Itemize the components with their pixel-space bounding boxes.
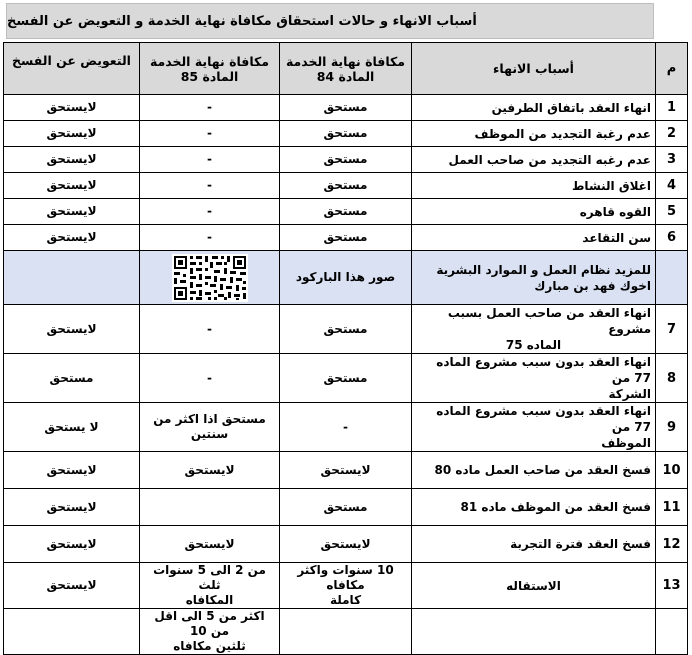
table-row	[4, 173, 688, 199]
row-art85-l2: ثلثين مكافاه	[173, 639, 246, 653]
row-art84: مستحق	[280, 95, 412, 121]
row-num: 2	[656, 121, 688, 147]
row-comp	[4, 609, 140, 655]
table-row	[4, 95, 688, 121]
qr-cell	[140, 251, 280, 305]
row-art84: مستحق	[280, 489, 412, 526]
row-art85: -	[140, 173, 280, 199]
row-art85	[140, 563, 280, 609]
row-art85: مستحق اذا اكثر من سنتين	[140, 403, 280, 452]
row-comp: لايستحق	[4, 147, 140, 173]
row-art84	[280, 563, 412, 609]
row-art85: -	[140, 95, 280, 121]
row-num: 7	[656, 305, 688, 354]
row-reason: فسخ العقد فترة التجربة	[412, 526, 656, 563]
row-num: 13	[656, 563, 688, 609]
row-num: 1	[656, 95, 688, 121]
row-num: 12	[656, 526, 688, 563]
row-art85: لايستحق	[140, 452, 280, 489]
qr-code-icon[interactable]	[172, 254, 248, 302]
row-reason: عدم رغبة التجديد من الموظف	[412, 121, 656, 147]
promo-blank-cell	[4, 251, 140, 305]
row-reason	[412, 609, 656, 655]
row-reason-l1: انهاء العقد من صاحب العمل بسبب مشروع	[447, 306, 651, 336]
table-row	[4, 147, 688, 173]
header-compensation: التعويض عن الفسخ	[4, 43, 140, 95]
row-reason: اغلاق النشاط	[412, 173, 656, 199]
promo-row	[4, 251, 688, 305]
row-art85: -	[140, 199, 280, 225]
row-reason: فسخ العقد من الموظف ماده 81	[412, 489, 656, 526]
table-row	[4, 452, 688, 489]
table-row	[4, 609, 688, 655]
row-art85-l1: اكثر من 5 الى اقل من 10	[154, 609, 265, 638]
row-reason: القوه قاهره	[412, 199, 656, 225]
row-num: 11	[656, 489, 688, 526]
row-reason-l1: انهاء العقد بدون سبب مشروع الماده 77 من	[436, 404, 651, 434]
row-comp: لايستحق	[4, 563, 140, 609]
promo-text	[412, 251, 656, 305]
row-art84	[280, 609, 412, 655]
header-art85-l2: المادة 85	[180, 68, 239, 84]
row-comp: لا يستحق	[4, 403, 140, 452]
header-art85	[140, 43, 280, 95]
row-art84: مستحق	[280, 199, 412, 225]
row-art84-l2: كاملة	[329, 593, 362, 607]
promo-line1: للمزيد نظام العمل و الموارد البشرية	[436, 262, 651, 277]
row-art84: -	[280, 403, 412, 452]
row-comp: لايستحق	[4, 489, 140, 526]
row-art85: لايستحق	[140, 526, 280, 563]
table-row	[4, 526, 688, 563]
row-art84: مستحق	[280, 354, 412, 403]
row-comp: لايستحق	[4, 526, 140, 563]
row-comp: لايستحق	[4, 225, 140, 251]
row-num: 5	[656, 199, 688, 225]
row-comp: لايستحق	[4, 305, 140, 354]
page-title	[6, 3, 654, 39]
row-art85	[140, 489, 280, 526]
header-reason: أسباب الانهاء	[412, 43, 656, 95]
row-num: 4	[656, 173, 688, 199]
row-art85: -	[140, 354, 280, 403]
row-art85	[140, 609, 280, 655]
termination-table	[3, 42, 688, 655]
scan-label: صور هذا الباركود	[280, 251, 412, 305]
row-reason	[412, 305, 656, 354]
row-art84: لايستحق	[280, 526, 412, 563]
row-reason: فسخ العقد من صاحب العمل ماده 80	[412, 452, 656, 489]
header-art84-l1: مكافاة نهاية الخدمة	[285, 53, 406, 69]
row-art84: مستحق	[280, 225, 412, 251]
table-row	[4, 563, 688, 609]
row-art85: -	[140, 147, 280, 173]
row-comp: لايستحق	[4, 121, 140, 147]
row-reason: عدم رغبه التجديد من صاحب العمل	[412, 147, 656, 173]
row-num: 10	[656, 452, 688, 489]
row-num: 8	[656, 354, 688, 403]
row-art84: مستحق	[280, 305, 412, 354]
row-num: 6	[656, 225, 688, 251]
table-header-row	[4, 43, 688, 95]
table-row	[4, 354, 688, 403]
row-num: 3	[656, 147, 688, 173]
row-art85: -	[140, 121, 280, 147]
table-row	[4, 305, 688, 354]
page-title-text: أسباب الانهاء و حالات استحقاق مكافاة نهاية الخدمة و التعويض عن الفسخ	[7, 13, 477, 29]
row-art84-l1: 10 سنوات واكثر مكافاه	[297, 563, 394, 592]
row-art85: -	[140, 225, 280, 251]
row-comp: لايستحق	[4, 173, 140, 199]
table-row	[4, 121, 688, 147]
table-row	[4, 199, 688, 225]
table-row	[4, 403, 688, 452]
row-art85-l1: من 2 الى 5 سنوات ثلث	[153, 563, 266, 592]
row-num: 9	[656, 403, 688, 452]
row-art84: مستحق	[280, 121, 412, 147]
row-num	[656, 609, 688, 655]
header-art84	[280, 43, 412, 95]
row-reason	[412, 403, 656, 452]
promo-line2: اخوك فهد بن مبارك	[534, 278, 651, 293]
header-art85-l1: مكافاة نهاية الخدمة	[149, 53, 270, 69]
row-comp: لايستحق	[4, 452, 140, 489]
row-reason: سن التقاعد	[412, 225, 656, 251]
row-comp: مستحق	[4, 354, 140, 403]
row-art85: -	[140, 305, 280, 354]
row-reason-l2: الموظف	[601, 436, 651, 450]
header-art84-l2: المادة 84	[316, 68, 375, 84]
row-art84: مستحق	[280, 147, 412, 173]
row-reason	[412, 354, 656, 403]
row-reason: انهاء العقد باتفاق الطرفين	[412, 95, 656, 121]
row-art84: مستحق	[280, 173, 412, 199]
table-row	[4, 225, 688, 251]
row-reason-l1: انهاء العقد بدون سبب مشروع الماده 77 من	[436, 355, 651, 385]
row-art84: لايستحق	[280, 452, 412, 489]
row-art85-l2: المكافاه	[185, 593, 234, 607]
row-comp: لايستحق	[4, 95, 140, 121]
row-reason-l2: الشركة	[608, 387, 651, 401]
row-reason: الاستقاله	[412, 563, 656, 609]
row-reason-l2: الماده 75	[505, 338, 562, 352]
table-row	[4, 489, 688, 526]
row-comp: لايستحق	[4, 199, 140, 225]
header-num: م	[656, 43, 688, 95]
promo-num-cell	[656, 251, 688, 305]
